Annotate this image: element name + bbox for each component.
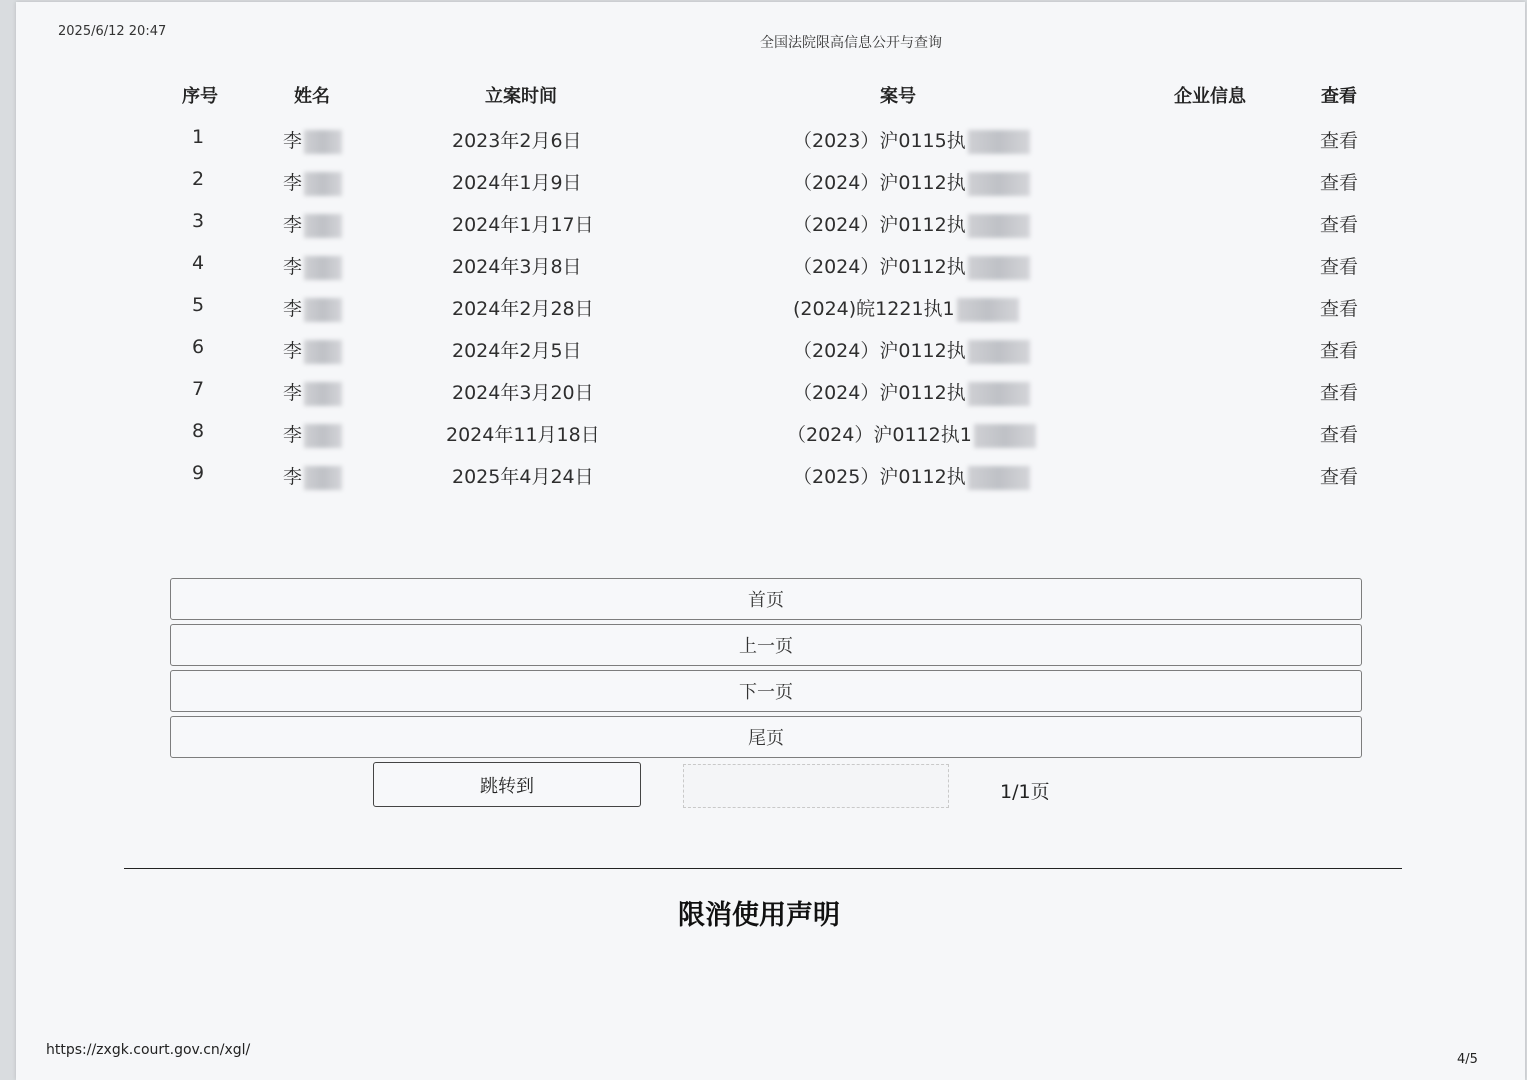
column-header-company: 企业信息 bbox=[1174, 86, 1246, 107]
name-text: 李 bbox=[283, 130, 303, 152]
redaction-blur bbox=[304, 424, 342, 448]
table-row bbox=[0, 378, 1527, 420]
row-name bbox=[283, 168, 342, 196]
statement-title: 限消使用声明 bbox=[678, 900, 840, 931]
page-count: 1/1页 bbox=[1000, 781, 1050, 803]
redaction-blur bbox=[968, 214, 1030, 238]
row-date: 2024年2月5日 bbox=[452, 340, 582, 362]
row-seq: 7 bbox=[192, 378, 205, 400]
row-case bbox=[793, 210, 1030, 238]
footer-url: https://zxgk.court.gov.cn/xgl/ bbox=[46, 1042, 251, 1058]
next-page-button[interactable]: 下一页 bbox=[170, 670, 1362, 712]
row-date: 2024年3月8日 bbox=[452, 256, 582, 278]
view-link[interactable]: 查看 bbox=[1320, 424, 1359, 446]
page-title: 全国法院限高信息公开与查询 bbox=[760, 35, 942, 51]
view-link[interactable]: 查看 bbox=[1320, 130, 1359, 152]
row-seq: 3 bbox=[192, 210, 205, 232]
row-name bbox=[283, 378, 342, 406]
table-row bbox=[0, 252, 1527, 294]
redaction-blur bbox=[968, 130, 1030, 154]
column-header-case: 案号 bbox=[880, 86, 916, 107]
row-date: 2024年11月18日 bbox=[446, 424, 600, 446]
row-case bbox=[793, 252, 1030, 280]
column-header-seq: 序号 bbox=[182, 86, 218, 107]
view-link[interactable]: 查看 bbox=[1320, 466, 1359, 488]
print-timestamp: 2025/6/12 20:47 bbox=[58, 24, 167, 39]
last-page-button[interactable]: 尾页 bbox=[170, 716, 1362, 758]
case-text: （2024）沪0112执 bbox=[793, 214, 966, 236]
table-row bbox=[0, 126, 1527, 168]
redaction-blur bbox=[968, 340, 1030, 364]
row-name bbox=[283, 336, 342, 364]
name-text: 李 bbox=[283, 214, 303, 236]
prev-page-button[interactable]: 上一页 bbox=[170, 624, 1362, 666]
row-case bbox=[793, 378, 1030, 406]
case-text: （2024）沪0112执 bbox=[793, 172, 966, 194]
redaction-blur bbox=[957, 298, 1019, 322]
row-date: 2024年3月20日 bbox=[452, 382, 594, 404]
name-text: 李 bbox=[283, 298, 303, 320]
redaction-blur bbox=[304, 214, 342, 238]
view-link[interactable]: 查看 bbox=[1320, 214, 1359, 236]
row-date: 2023年2月6日 bbox=[452, 130, 582, 152]
row-seq: 2 bbox=[192, 168, 205, 190]
row-name bbox=[283, 420, 342, 448]
view-link[interactable]: 查看 bbox=[1320, 298, 1359, 320]
redaction-blur bbox=[304, 340, 342, 364]
row-seq: 1 bbox=[192, 126, 205, 148]
case-text: (2024)皖1221执1 bbox=[793, 298, 955, 320]
row-case bbox=[793, 126, 1030, 154]
row-seq: 9 bbox=[192, 462, 205, 484]
name-text: 李 bbox=[283, 466, 303, 488]
name-text: 李 bbox=[283, 172, 303, 194]
column-header-view: 查看 bbox=[1321, 86, 1357, 107]
table-row bbox=[0, 210, 1527, 252]
page-number-input[interactable] bbox=[683, 764, 949, 808]
redaction-blur bbox=[968, 466, 1030, 490]
row-case bbox=[793, 462, 1030, 490]
row-date: 2024年2月28日 bbox=[452, 298, 594, 320]
case-text: （2024）沪0112执 bbox=[793, 382, 966, 404]
case-text: （2024）沪0112执 bbox=[793, 256, 966, 278]
row-date: 2024年1月17日 bbox=[452, 214, 594, 236]
row-date: 2025年4月24日 bbox=[452, 466, 594, 488]
redaction-blur bbox=[304, 382, 342, 406]
case-text: （2024）沪0112执1 bbox=[787, 424, 972, 446]
row-name bbox=[283, 210, 342, 238]
case-text: （2024）沪0112执 bbox=[793, 340, 966, 362]
redaction-blur bbox=[968, 256, 1030, 280]
column-header-name: 姓名 bbox=[294, 86, 330, 107]
row-date: 2024年1月9日 bbox=[452, 172, 582, 194]
view-link[interactable]: 查看 bbox=[1320, 382, 1359, 404]
row-case bbox=[793, 168, 1030, 196]
view-link[interactable]: 查看 bbox=[1320, 256, 1359, 278]
case-text: （2023）沪0115执 bbox=[793, 130, 966, 152]
name-text: 李 bbox=[283, 424, 303, 446]
redaction-blur bbox=[974, 424, 1036, 448]
case-text: （2025）沪0112执 bbox=[793, 466, 966, 488]
table-row bbox=[0, 336, 1527, 378]
redaction-blur bbox=[304, 130, 342, 154]
row-seq: 6 bbox=[192, 336, 205, 358]
table-row bbox=[0, 294, 1527, 336]
table-row bbox=[0, 462, 1527, 504]
row-seq: 5 bbox=[192, 294, 205, 316]
row-name bbox=[283, 252, 342, 280]
footer-page-number: 4/5 bbox=[1457, 1052, 1478, 1067]
column-header-date: 立案时间 bbox=[485, 86, 557, 107]
view-link[interactable]: 查看 bbox=[1320, 172, 1359, 194]
section-divider bbox=[124, 868, 1402, 869]
view-link[interactable]: 查看 bbox=[1320, 340, 1359, 362]
row-name bbox=[283, 462, 342, 490]
row-seq: 4 bbox=[192, 252, 205, 274]
row-case bbox=[793, 336, 1030, 364]
redaction-blur bbox=[304, 256, 342, 280]
first-page-button[interactable]: 首页 bbox=[170, 578, 1362, 620]
table-row bbox=[0, 168, 1527, 210]
redaction-blur bbox=[304, 172, 342, 196]
redaction-blur bbox=[304, 466, 342, 490]
redaction-blur bbox=[968, 382, 1030, 406]
redaction-blur bbox=[968, 172, 1030, 196]
name-text: 李 bbox=[283, 340, 303, 362]
row-name bbox=[283, 294, 342, 322]
name-text: 李 bbox=[283, 256, 303, 278]
table-row bbox=[0, 420, 1527, 462]
redaction-blur bbox=[304, 298, 342, 322]
row-seq: 8 bbox=[192, 420, 205, 442]
row-case bbox=[787, 420, 1036, 448]
jump-to-button[interactable]: 跳转到 bbox=[373, 762, 641, 807]
name-text: 李 bbox=[283, 382, 303, 404]
row-name bbox=[283, 126, 342, 154]
row-case bbox=[793, 294, 1019, 322]
